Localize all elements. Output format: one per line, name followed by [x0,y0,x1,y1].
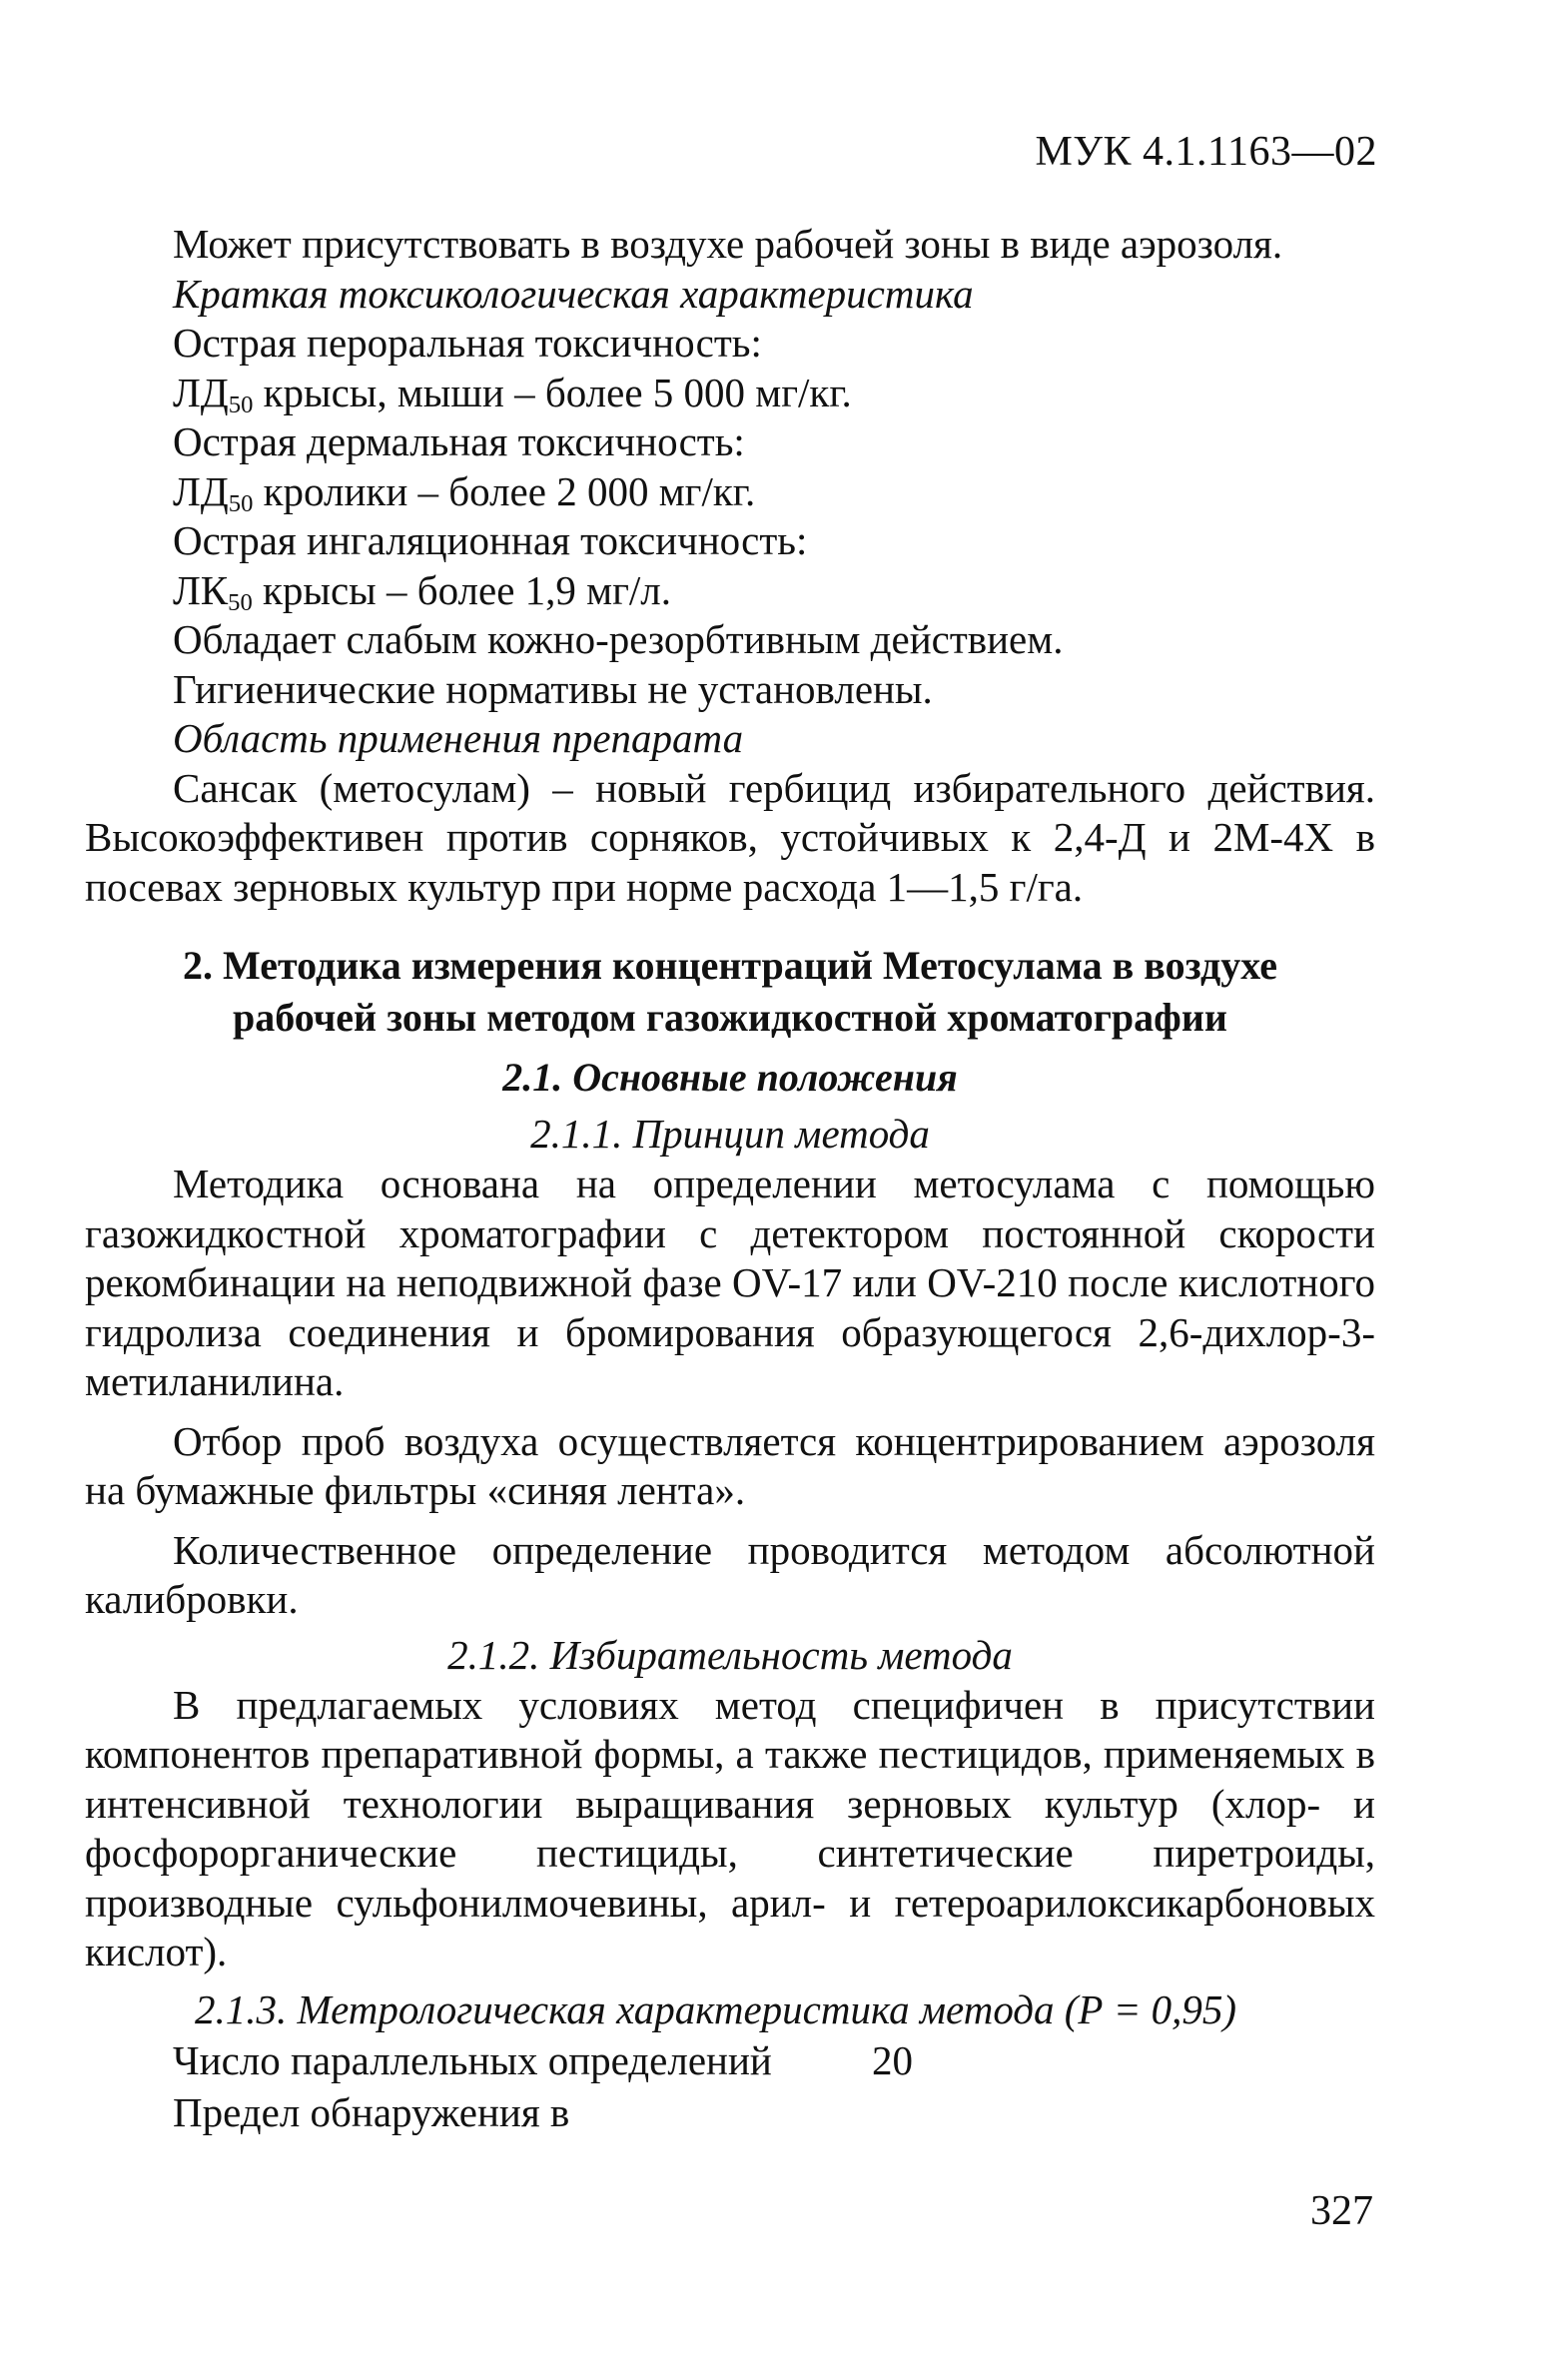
text-line: Обладает слабым кожно-резорбтивным действием. [173,616,1064,662]
subsection-heading-2-1-1: 2.1.1. Принцип метода [530,1111,930,1157]
metrology-label: Число параллельных определений [173,2037,772,2083]
section-heading-line2: рабочей зоны методом газожидкостной хроматографии [233,995,1227,1040]
text-line-ld50-rabbits [85,467,1375,517]
subheading-toxicology: Краткая токсикологическая характеристика [173,270,974,317]
section-heading-line1: 2. Методика измерения концентраций Метосулама в воздухе [183,943,1277,988]
subsection-heading-2-1-2: 2.1.2. Избирательность метода [447,1631,1013,1678]
subsection-heading-2-1-3: 2.1.3. Метрологическая характеристика метода (Р = 0,95) [195,1985,1237,2032]
lk-rest: крысы – более 1,9 мг/л. [252,566,671,613]
ld-rest: кролики – более 2 000 мг/кг. [253,467,756,514]
paragraph-quantification: Количественное определение проводится методом абсолютной калибровки. [85,1526,1375,1622]
page-number: 327 [1310,2188,1373,2234]
text-line-lk50-rats [85,566,1375,616]
text-line-ld50-rats [85,369,1375,418]
ld-prefix: ЛД [173,369,229,415]
paragraph-selectivity: В предлагаемых условиях метод специфичен в присутствии компонентов препаративной формы, а также пестицидов, применяемых в интенсивной технологии выращивания зерновых культур (хлор- и фосфорорганические пестициды, синтетические пиретроиды, производные сульфонилмочевины, арил- и гетероарилоксикарбоновых кислот). [85,1681,1375,1974]
subsection-heading-2-1: 2.1. Основные положения [502,1055,958,1100]
subscript-50: 50 [228,391,254,418]
paragraph-application: Сансак (метосулам) – новый гербицид избирательного действия. Высокоэффективен против сорняков, устойчивых к 2,4-Д и 2М-4Х в посевах зерновых культур при норме расхода 1—1,5 г/га. [85,764,1375,910]
ld-rest: крысы, мыши – более 5 000 мг/кг. [253,369,852,415]
text-line: Гигиенические нормативы не установлены. [173,665,933,712]
metrology-row [85,2088,1375,2138]
paragraph-sampling: Отбор проб воздуха осуществляется концентрированием аэрозоля на бумажные фильтры «синяя лента». [85,1417,1375,1513]
subscript-50: 50 [228,588,253,616]
text-line: Острая пероральная токсичность: [173,320,762,366]
metrology-value: 20 [872,2037,913,2083]
section-heading [85,940,1375,1044]
metrology-row [85,2036,1375,2086]
text-line: Может присутствовать в воздухе рабочей зоны в виде аэрозоля. [173,221,1283,267]
text-line: Острая ингаляционная токсичность: [173,517,808,563]
metrology-label: Предел обнаружения в [173,2088,570,2135]
text-line: Острая дермальная токсичность: [173,418,745,464]
page-content [85,220,1375,2137]
ld-prefix: ЛД [173,467,229,514]
subheading-application: Область применения препарата [173,715,744,761]
document-code: МУК 4.1.1163—02 [1035,129,1377,175]
lk-prefix: ЛК [173,566,229,613]
paragraph-principle: Методика основана на определении метосулама с помощью газожидкостной хроматографии с детектором постоянной скорости рекомбинации на неподвижной фазе OV-17 или OV-210 после кислотного гидролиза соединения и бромирования образующегося 2,6-дихлор-3-метиланилина. [85,1161,1375,1404]
subscript-50: 50 [228,489,254,517]
